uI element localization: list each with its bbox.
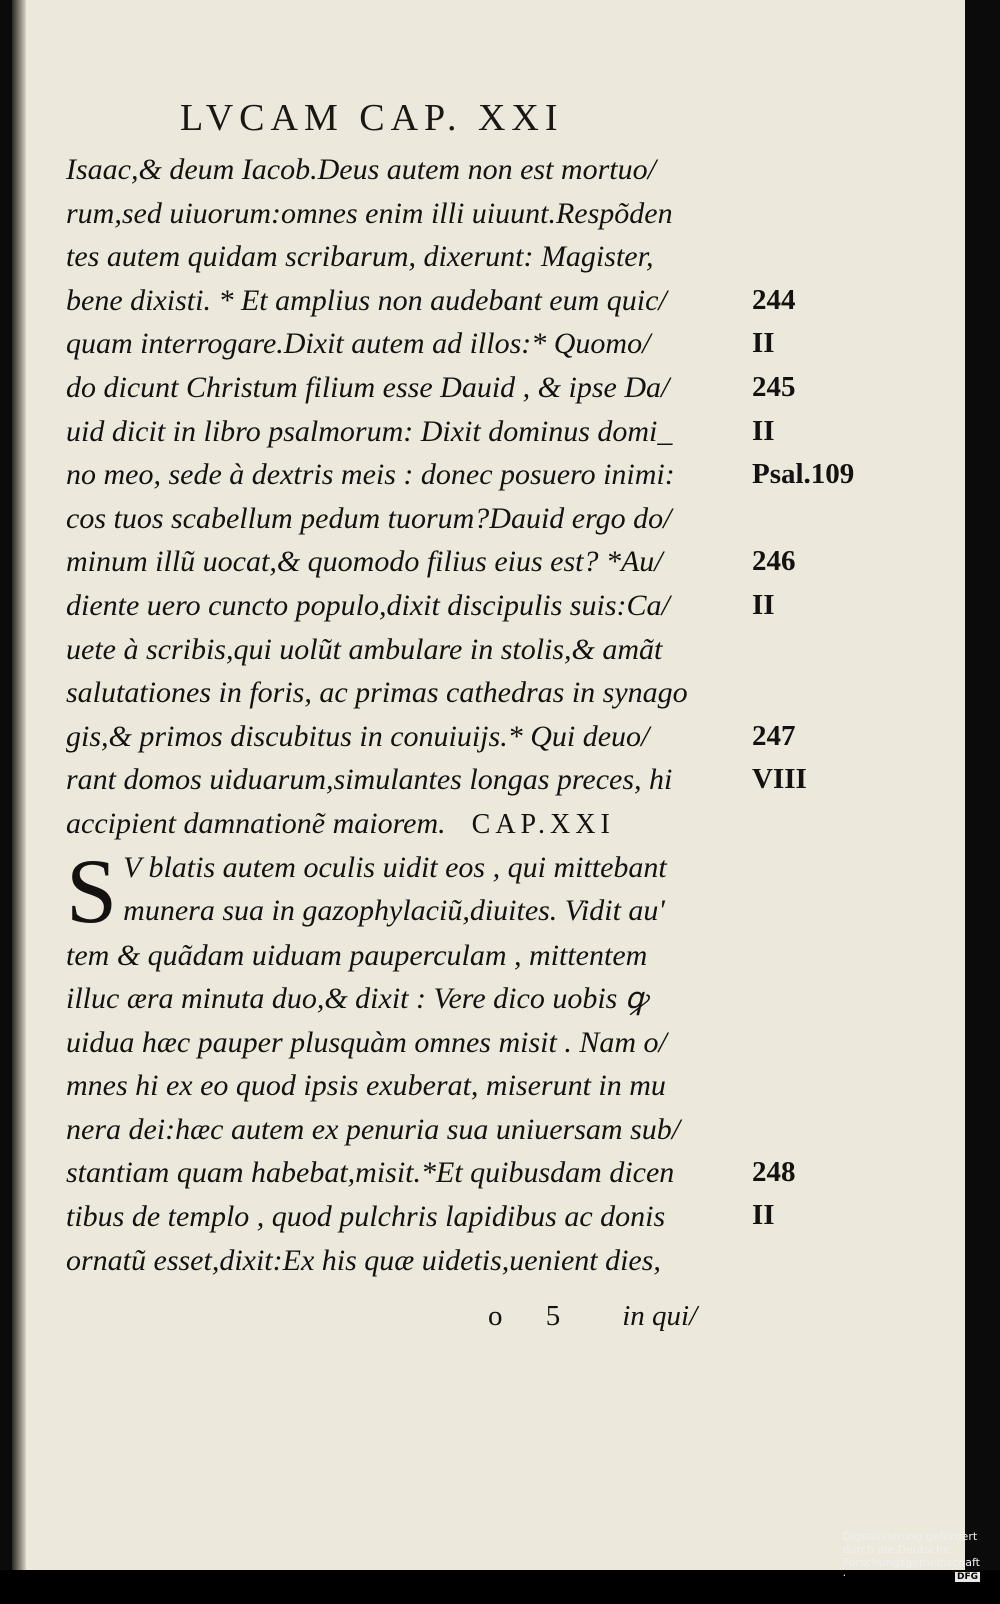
- text-line: uete à scribis,qui uolũt ambulare in stolis,& amãt: [66, 632, 663, 666]
- text-line: mnes hi ex eo quod ipsis exuberat, miserunt in mu: [66, 1069, 666, 1103]
- text-line: nera dei:hæc autem ex penuria sua uniuersam sub/: [66, 1112, 681, 1146]
- margin-note: II: [752, 414, 775, 447]
- margin-note: 244: [752, 283, 796, 316]
- text-line: no meo, sede à dextris meis : donec posuero inimi:: [66, 458, 675, 492]
- margin-note: [752, 889, 892, 933]
- margin-note: [752, 497, 892, 541]
- margin-note: VIII: [752, 763, 807, 796]
- text-line: ornatũ esset,dixit:Ex his quæ uidetis,uenient dies,: [66, 1243, 661, 1277]
- margin-note: 247: [752, 719, 796, 752]
- text-line: tes autem quidam scribarum, dixerunt: Magister,: [66, 240, 654, 274]
- text-line: quam interrogare.Dixit autem ad illos:* Quomo/: [66, 327, 651, 361]
- text-line: stantiam quam habebat,misit.*Et quibusdam dicen: [66, 1156, 675, 1190]
- margin-note: [752, 976, 892, 1020]
- text-line: illuc æra minuta duo,& dixit : Vere dico uobis ꝙ: [66, 982, 648, 1016]
- margin-note: [752, 192, 892, 236]
- margin-note: 245: [752, 370, 796, 403]
- margin-note: 246: [752, 545, 796, 578]
- footer-bar: [0, 1530, 1000, 1604]
- text-line: tem & quãdam uiduam pauperculam , mittentem: [66, 938, 648, 972]
- margin-note: 248: [752, 1155, 796, 1188]
- margin-note: [752, 1107, 892, 1151]
- margin-note: [752, 671, 892, 715]
- text-line: cos tuos scabellum pedum tuorum?Dauid ergo do/: [66, 501, 672, 535]
- text-line: bene dixisti. * Et amplius non audebant eum quic/: [66, 283, 667, 317]
- margin-note: Psal.109: [752, 458, 855, 491]
- margin-note: [752, 933, 892, 977]
- margin-note: II: [752, 327, 775, 360]
- text-line: munera sua in gazophylaciũ,diuites. Vidit au': [123, 894, 665, 928]
- margin-note: [752, 148, 892, 192]
- running-head: LVCAM CAP. XXI: [180, 97, 564, 139]
- text-line: Isaac,& deum Iacob.Deus autem non est mortuo/: [66, 153, 656, 186]
- margin-note: II: [752, 1199, 775, 1232]
- page-foot: [488, 1300, 697, 1333]
- footer-text: Digitalisierung gefördert durch die Deutsche Forschungsgemeinschaft ·: [842, 1530, 980, 1582]
- margin-note: [752, 802, 892, 846]
- text-line: salutationes in foris, ac primas cathedras in synago: [66, 676, 688, 710]
- margin-note: [752, 235, 892, 279]
- drop-cap: S: [66, 839, 118, 942]
- text-line: minum illũ uocat,& quomodo filius eius est? *Au/: [66, 545, 663, 579]
- text-line: uidua hæc pauper plusquàm omnes misit . Nam o/: [66, 1025, 667, 1059]
- text-line: gis,& primos discubitus in conuiuijs.* Qui deuo/: [66, 719, 650, 753]
- text-line: rum,sed uiuorum:omnes enim illi uiuunt.Respõden: [66, 196, 673, 230]
- page-gutter: [12, 0, 26, 1570]
- margin-note: II: [752, 588, 775, 621]
- signature-mark: o 5: [488, 1300, 579, 1332]
- chapter-line: [66, 802, 746, 846]
- main-text: [66, 148, 746, 1282]
- text-line: uid dicit in libro psalmorum: Dixit dominus domi_: [66, 414, 673, 448]
- catchword: in qui/: [622, 1300, 698, 1332]
- margin-note: [752, 628, 892, 672]
- text-line: tibus de templo , quod pulchris lapidibus ac donis: [66, 1200, 666, 1234]
- text-line: do dicunt Christum filium esse Dauid , & ipse Da/: [66, 370, 670, 404]
- margin-note: [752, 1063, 892, 1107]
- margin-note: [752, 1020, 892, 1064]
- drop-cap-block: [66, 839, 746, 942]
- text-fragment: accipient damnationẽ maiorem.: [66, 806, 446, 840]
- chapter-heading: CAP.XXI: [471, 808, 615, 840]
- text-line: diente uero cuncto populo,dixit discipulis suis:Ca/: [66, 588, 670, 622]
- dfg-logo: DFG: [956, 1572, 978, 1582]
- margin-note: [752, 1238, 892, 1282]
- margin-note: [752, 846, 892, 890]
- text-line: rant domos uiduarum,simulantes longas preces, hi: [66, 763, 673, 797]
- margin-notes: [752, 148, 892, 1281]
- text-line: V blatis autem oculis uidit eos , qui mittebant: [123, 850, 667, 884]
